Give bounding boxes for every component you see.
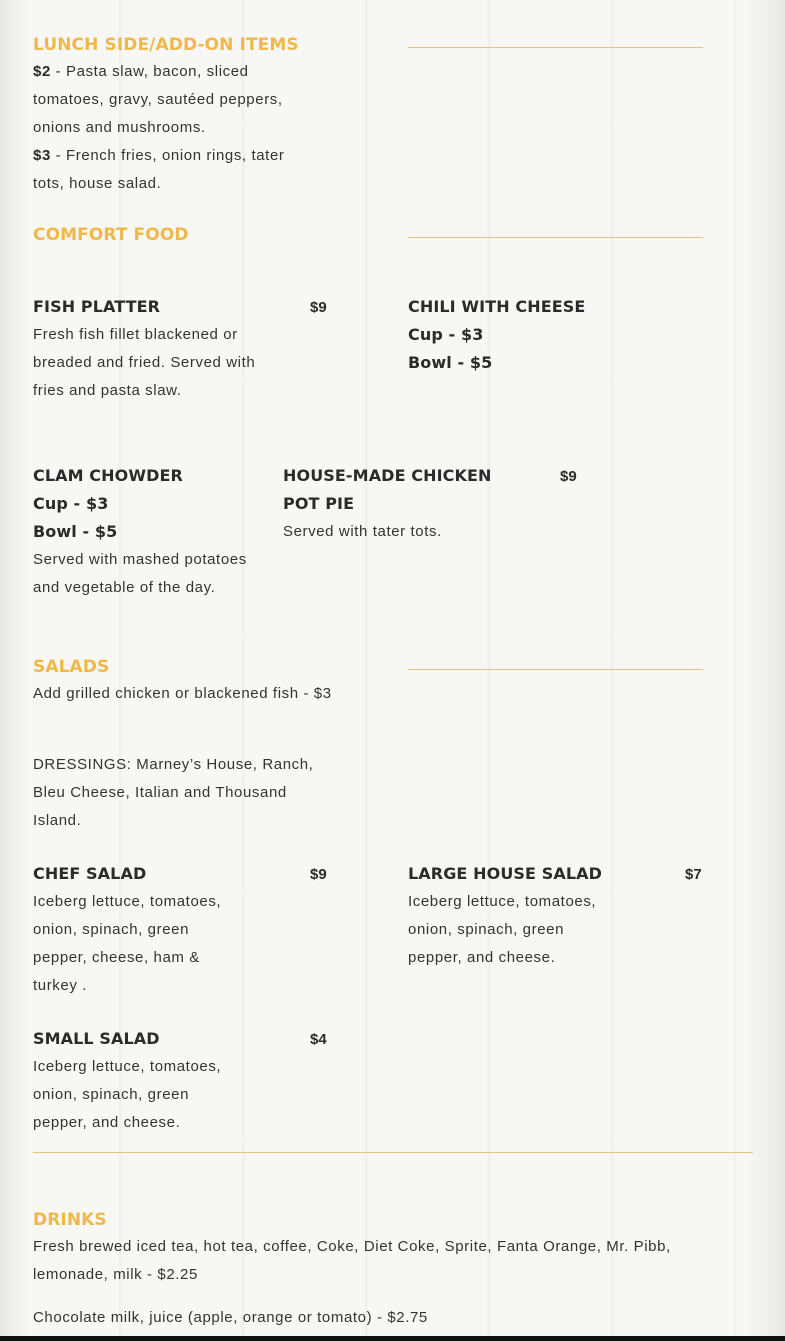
lunch-side-line-2 <box>33 142 318 198</box>
price-label: $3 <box>33 147 51 164</box>
salads-add-protein-note: Add grilled chicken or blackened fish - $3 <box>33 685 332 702</box>
item-desc-chef-salad: Iceberg lettuce, tomatoes, onion, spinach, green pepper, cheese, ham & turkey . <box>33 893 222 994</box>
item-price-fish-platter: $9 <box>310 299 327 316</box>
item-price-large-house-salad: $7 <box>685 866 702 883</box>
item-name-large-house-salad: LARGE HOUSE SALAD <box>408 864 603 883</box>
item-name-fish-platter: FISH PLATTER <box>33 297 161 316</box>
item-name-chef-salad: CHEF SALAD <box>33 864 147 883</box>
item-name-small-salad: SMALL SALAD <box>33 1029 160 1048</box>
item-desc-fish-platter: Fresh fish fillet blackened or breaded and fried. Served with fries and pasta slaw. <box>33 326 256 399</box>
section-divider <box>408 669 703 670</box>
salads-dressings: DRESSINGS: Marney’s House, Ranch, Bleu Cheese, Italian and Thousand Island. <box>33 756 314 829</box>
item-name-pot-pie-line-1: HOUSE-MADE CHICKEN <box>283 466 492 485</box>
section-divider <box>408 47 703 48</box>
drinks-line-1: Fresh brewed iced tea, hot tea, coffee, Coke, Diet Coke, Sprite, Fanta Orange, Mr. Pibb, lemonade, milk - $2.25 <box>33 1238 671 1283</box>
item-desc-large-house-salad: Iceberg lettuce, tomatoes, onion, spinach, green pepper, and cheese. <box>408 893 597 966</box>
price-label: $2 <box>33 63 51 80</box>
section-title-lunch-side: LUNCH SIDE/ADD-ON ITEMS <box>33 35 299 55</box>
item-price-pot-pie: $9 <box>560 468 577 485</box>
item-name-clam-chowder: CLAM CHOWDER <box>33 466 183 485</box>
item-option-chili-cup: Cup - $3 <box>408 325 484 344</box>
lunch-side-text: - French fries, onion rings, tater tots, house salad. <box>33 147 285 192</box>
full-width-divider <box>33 1152 753 1153</box>
bottom-edge-bar <box>0 1336 785 1341</box>
item-option-chowder-bowl: Bowl - $5 <box>33 522 118 541</box>
item-price-chef-salad: $9 <box>310 866 327 883</box>
item-option-chowder-cup: Cup - $3 <box>33 494 109 513</box>
item-name-chili: CHILI WITH CHEESE <box>408 297 586 316</box>
section-title-salads: SALADS <box>33 657 110 677</box>
section-title-drinks: DRINKS <box>33 1210 107 1230</box>
section-title-comfort-food: COMFORT FOOD <box>33 225 189 245</box>
lunch-side-line-1 <box>33 58 318 142</box>
item-option-chili-bowl: Bowl - $5 <box>408 353 493 372</box>
item-desc-pot-pie: Served with tater tots. <box>283 523 442 540</box>
item-desc-clam-chowder: Served with mashed potatoes and vegetable of the day. <box>33 551 247 596</box>
item-price-small-salad: $4 <box>310 1031 327 1048</box>
lunch-side-text: - Pasta slaw, bacon, sliced tomatoes, gravy, sautéed peppers, onions and mushrooms. <box>33 63 283 136</box>
item-name-pot-pie-line-2: POT PIE <box>283 494 355 513</box>
drinks-line-2: Chocolate milk, juice (apple, orange or tomato) - $2.75 <box>33 1309 428 1326</box>
section-divider <box>408 237 703 238</box>
item-desc-small-salad: Iceberg lettuce, tomatoes, onion, spinach, green pepper, and cheese. <box>33 1058 222 1131</box>
